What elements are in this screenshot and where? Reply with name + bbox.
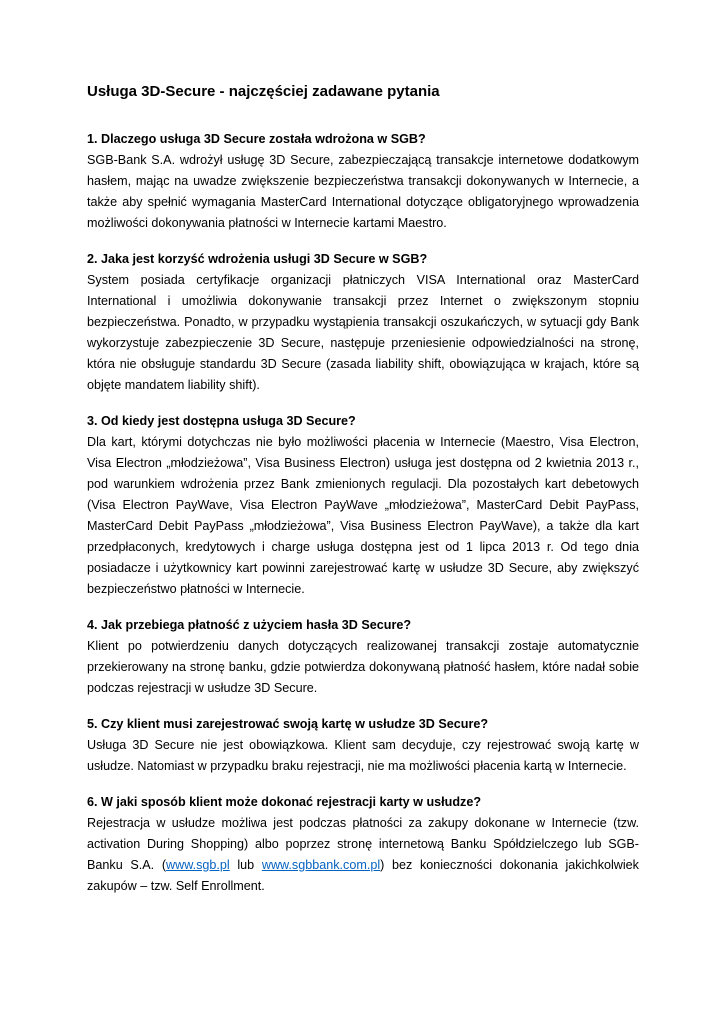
faq-answer-text: ) bez konieczności dokonania jakichkolwiek zakupów – tzw. Self Enrollment. xyxy=(87,858,639,893)
faq-question: 5. Czy klient musi zarejestrować swoją kartę w usłudze 3D Secure? xyxy=(87,717,489,731)
faq-answer-text: lub xyxy=(229,858,262,872)
faq-answer-text: Rejestracja w usłudze możliwa jest podczas płatności za zakupy dokonane w Internecie (tzw. activation During Shopping) albo poprzez stronę internetową Banku Spółdzielczego lub SGB-Banku S.A. ( xyxy=(87,816,639,872)
faq-question: 6. W jaki sposób klient może dokonać rejestracji karty w usłudze? xyxy=(87,795,482,809)
faq-answer: SGB-Bank S.A. wdrożył usługę 3D Secure, zabezpieczającą transakcje internetowe dodatkowym hasłem, mając na uwadze zwiększenie bezpieczeństwa transakcji dokonywanych w Internecie, a także aby spełnić wymagania MasterCard International dotyczące obligatoryjnego wprowadzenia możliwości dokonywania płatności w Internecie kartami Maestro. xyxy=(87,153,639,230)
faq-item-1 xyxy=(87,129,639,234)
faq-item-3 xyxy=(87,411,639,600)
sgb-link[interactable]: www.sgb.pl xyxy=(166,858,230,872)
faq-item-6 xyxy=(87,792,639,897)
document-page xyxy=(87,82,639,912)
faq-answer: Usługa 3D Secure nie jest obowiązkowa. Klient sam decyduje, czy rejestrować swoją kartę w usłudze. Natomiast w przypadku braku rejestracji, nie ma możliwości płacenia kartą w Internecie. xyxy=(87,738,639,773)
faq-item-4 xyxy=(87,615,639,699)
faq-answer: Klient po potwierdzeniu danych dotyczących realizowanej transakcji zostaje automatycznie przekierowany na stronę banku, gdzie potwierdza dokonywaną płatność hasłem, które nadał sobie podczas rejestracji w usłudze 3D Secure. xyxy=(87,639,639,695)
faq-answer: System posiada certyfikacje organizacji płatniczych VISA International oraz MasterCard International i umożliwia dokonywanie transakcji przez Internet o zwiększonym stopniu bezpieczeństwa. Ponadto, w przypadku wystąpienia transakcji oszukańczych, w sytuacji gdy Bank wykorzystuje zabezpieczenie 3D Secure, następuje przeniesienie odpowiedzialności na stronę, która nie obsługuje standardu 3D Secure (zasada liability shift, obowiązująca w krajach, które są objęte mandatem liability shift). xyxy=(87,273,639,392)
faq-question: 2. Jaka jest korzyść wdrożenia usługi 3D Secure w SGB? xyxy=(87,252,428,266)
faq-answer: Dla kart, którymi dotychczas nie było możliwości płacenia w Internecie (Maestro, Visa Electron, Visa Electron „młodzieżowa”, Visa Business Electron) usługa jest dostępna od 2 kwietnia 2013 r., pod warunkiem wdrożenia przez Bank zmienionych regulacji. Dla pozostałych kart debetowych (Visa Electron PayWave, Visa Electron PayWave „młodzieżowa”, MasterCard Debit PayPass, MasterCard Debit PayPass „młodzieżowa”, Visa Business Electron PayWave), a także dla kart przedpłaconych, kredytowych i charge usługa dostępna jest od 1 lipca 2013 r. Od tego dnia posiadacze i użytkownicy kart powinni zarejestrować kartę w usłudze 3D Secure, aby zwiększyć bezpieczeństwo płatności w Internecie. xyxy=(87,435,639,596)
page-title: Usługa 3D-Secure - najczęściej zadawane pytania xyxy=(87,83,440,100)
faq-question: 1. Dlaczego usługa 3D Secure została wdrożona w SGB? xyxy=(87,132,426,146)
faq-answer xyxy=(87,813,639,897)
faq-item-2 xyxy=(87,249,639,396)
faq-question: 3. Od kiedy jest dostępna usługa 3D Secure? xyxy=(87,414,356,428)
faq-item-5 xyxy=(87,714,639,777)
faq-question: 4. Jak przebiega płatność z użyciem hasła 3D Secure? xyxy=(87,618,412,632)
sgbbank-link[interactable]: www.sgbbank.com.pl xyxy=(261,858,381,872)
